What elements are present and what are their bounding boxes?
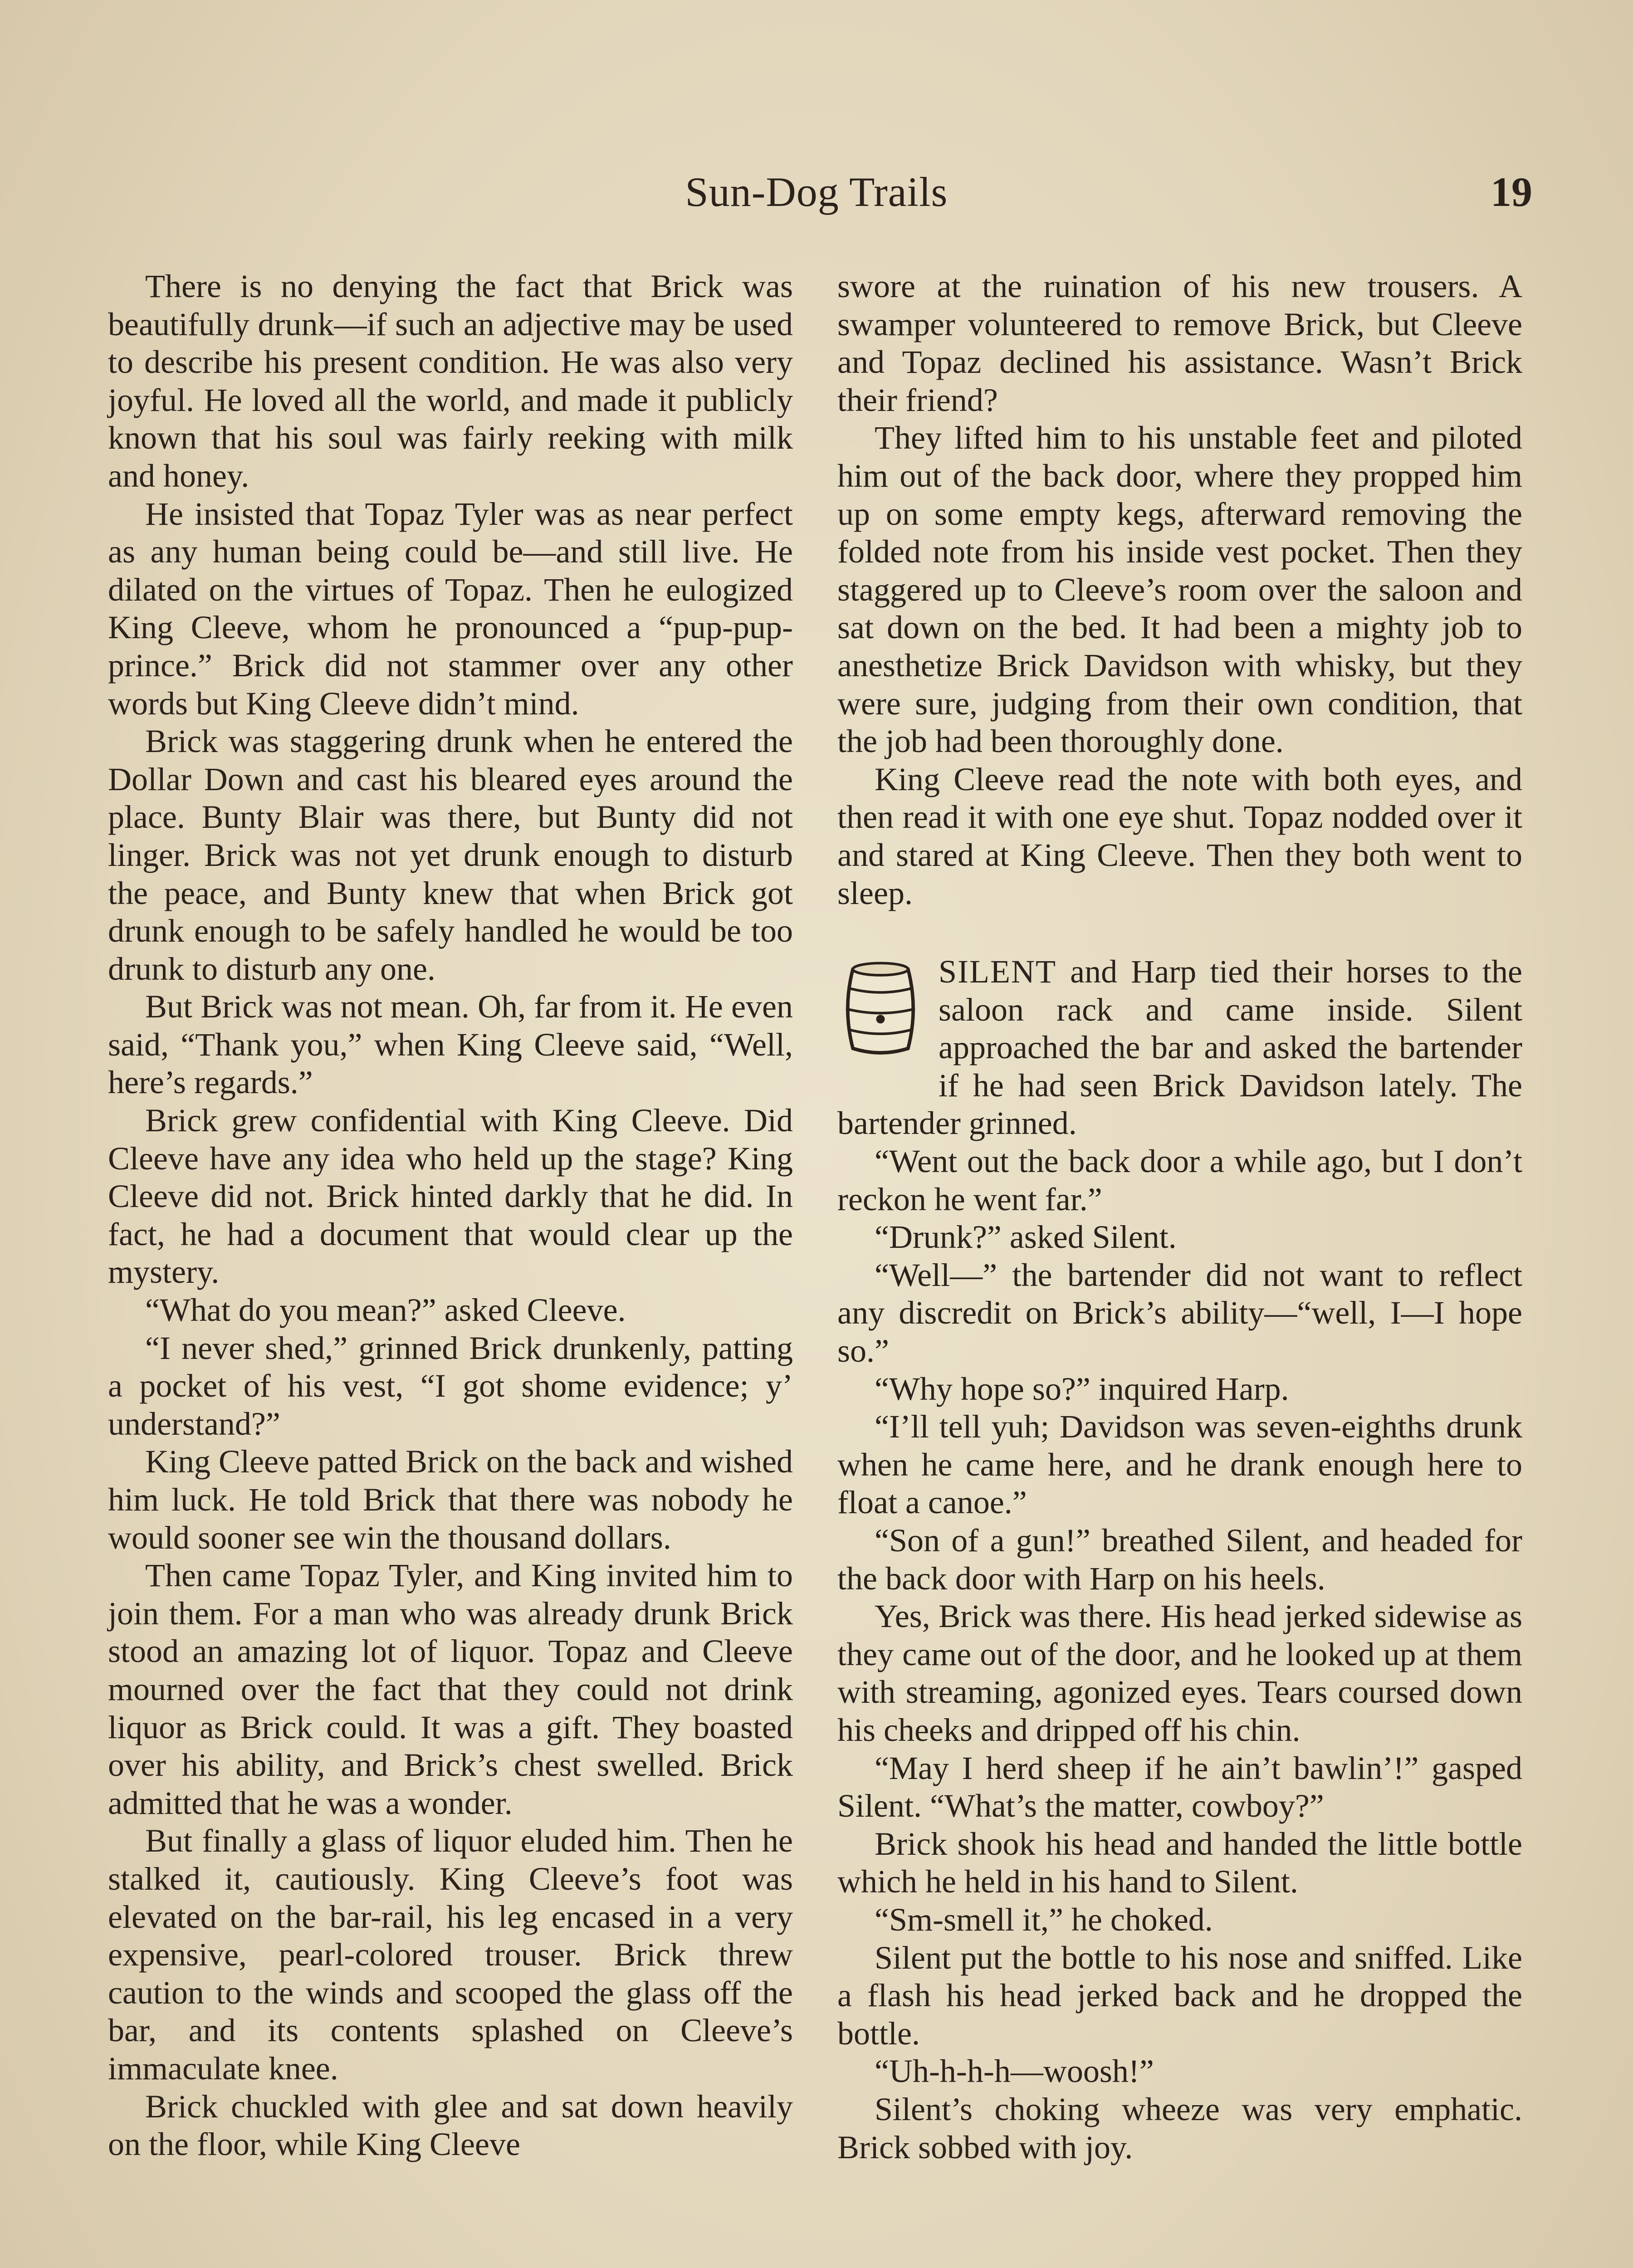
paragraph: Brick was staggering drunk when he entered the Dollar Down and cast his bleared eyes around the place. Bunty Blair was there, but Bunty did not linger. Brick was not yet drunk enough to disturb the peace, and Bunty knew that when Brick got drunk enough to be safely handled he would be too drunk to disturb any one. xyxy=(108,723,793,987)
paragraph: “Sm-smell it,” he choked. xyxy=(875,1901,1213,1938)
paragraph: “May I herd sheep if he ain’t bawlin’!” gasped Silent. “What’s the matter, cowboy?” xyxy=(837,1750,1522,1824)
paragraph: “What do you mean?” asked Cleeve. xyxy=(145,1292,626,1329)
paragraph: “Well—” the bartender did not want to reflect any discredit on Brick’s ability—“well, I—I hope so.” xyxy=(837,1256,1522,1369)
paragraph: Yes, Brick was there. His head jerked sidewise as they came out of the door, and he looked up at them with streaming, agonized eyes. Tears coursed down his cheeks and dripped off his chin. xyxy=(837,1598,1522,1748)
paragraph: Brick grew confidential with King Cleeve. Did Cleeve have any idea who held up the stage? King Cleeve did not. Brick hinted darkly that he did. In fact, he had a document that would clear up the mystery. xyxy=(108,1102,793,1290)
paragraph: “Uh-h-h-h—woosh!” xyxy=(875,2053,1154,2090)
paragraph: But finally a glass of liquor eluded him. Then he stalked it, cautiously. King Cleeve’s foot was elevated on the bar-rail, his leg encased in a very expensive, pearl-colored trouser. Brick threw caution to the winds and scooped the glass off the bar, and its contents splashed on Cleeve’s immaculate knee. xyxy=(108,1823,793,2087)
paragraph: There is no denying the fact that Brick was beautifully drunk—if such an adjective may be used to describe his present condition. He was also very joyful. He loved all the world, and made it publicly known that his soul was fairly reeking with milk and honey. xyxy=(108,268,793,494)
paragraph: Brick chuckled with glee and sat down heavily on the floor, while King Cleeve xyxy=(108,2088,793,2163)
paragraph: “Son of a gun!” breathed Silent, and headed for the back door with Harp on his heels. xyxy=(837,1522,1522,1597)
paragraph: They lifted him to his unstable feet and piloted him out of the back door, where they propped him up on some empty kegs, afterward removing the folded note from his inside vest pocket. Then they staggered up to Cleeve’s room over the saloon and sat down on the bed. It had been a mighty job to anesthetize Brick Davidson with whisky, but they were sure, judging from their own condition, that the job had been thoroughly done. xyxy=(837,420,1522,760)
paragraph: Then came Topaz Tyler, and King invited him to join them. For a man who was already drunk Brick stood an amazing lot of liquor. Topaz and Cleeve mourned over the fact that they could not drink liquor as Brick could. It was a gift. They boasted over his ability, and Brick’s chest swelled. Brick admitted that he was a wonder. xyxy=(108,1557,793,1821)
paragraph: King Cleeve patted Brick on the back and wished him luck. He told Brick that there was nobody he would sooner see win the thousand dollars. xyxy=(108,1443,793,1556)
left-column xyxy=(108,268,793,2164)
paragraph: Silent put the bottle to his nose and sniffed. Like a flash his head jerked back and he dropped the bottle. xyxy=(837,1939,1522,2052)
paragraph: King Cleeve read the note with both eyes, and then read it with one eye shut. Topaz nodded over it and stared at King Cleeve. Then they both went to sleep. xyxy=(837,761,1522,911)
paragraph: But Brick was not mean. Oh, far from it. He even said, “Thank you,” when King Cleeve said, “Well, here’s regards.” xyxy=(108,988,793,1101)
paragraph: “Went out the back door a while ago, but I don’t reckon he went far.” xyxy=(837,1143,1522,1217)
lead-word: SILENT xyxy=(939,953,1056,990)
right-column xyxy=(837,268,1522,2166)
paragraph-text: and Harp tied their horses to the saloon rack and came inside. Silent approached the bar and asked the bartender if he had seen Brick Davidson lately. The bartender grinned. xyxy=(837,953,1522,1142)
page-number: 19 xyxy=(1491,169,1532,215)
running-title: Sun-Dog Trails xyxy=(685,169,948,215)
section-opening-paragraph xyxy=(837,953,1522,1143)
paragraph: “Why hope so?” inquired Harp. xyxy=(875,1370,1289,1407)
keg-icon xyxy=(837,957,930,1068)
paragraph: He insisted that Topaz Tyler was as near perfect as any human being could be—and still live. He dilated on the virtues of Topaz. Then he eulogized King Cleeve, whom he pronounced a “pup-pup-prince.” Brick did not stammer over any other words but King Cleeve didn’t mind. xyxy=(108,495,793,722)
paragraph: swore at the ruination of his new trousers. A swamper volunteered to remove Brick, but Cleeve and Topaz declined his assistance. Wasn’t Brick their friend? xyxy=(837,268,1522,418)
paragraph: Silent’s choking wheeze was very emphatic. Brick sobbed with joy. xyxy=(837,2091,1522,2165)
page-header xyxy=(0,168,1633,231)
paragraph: Brick shook his head and handed the little bottle which he held in his hand to Silent. xyxy=(837,1825,1522,1900)
paragraph: “Drunk?” asked Silent. xyxy=(875,1219,1177,1256)
paragraph: “I never shed,” grinned Brick drunkenly, patting a pocket of his vest, “I got shome evidence; y’ understand?” xyxy=(108,1330,793,1442)
paragraph: “I’ll tell yuh; Davidson was seven-eighths drunk when he came here, and he drank enough here to float a canoe.” xyxy=(837,1408,1522,1521)
